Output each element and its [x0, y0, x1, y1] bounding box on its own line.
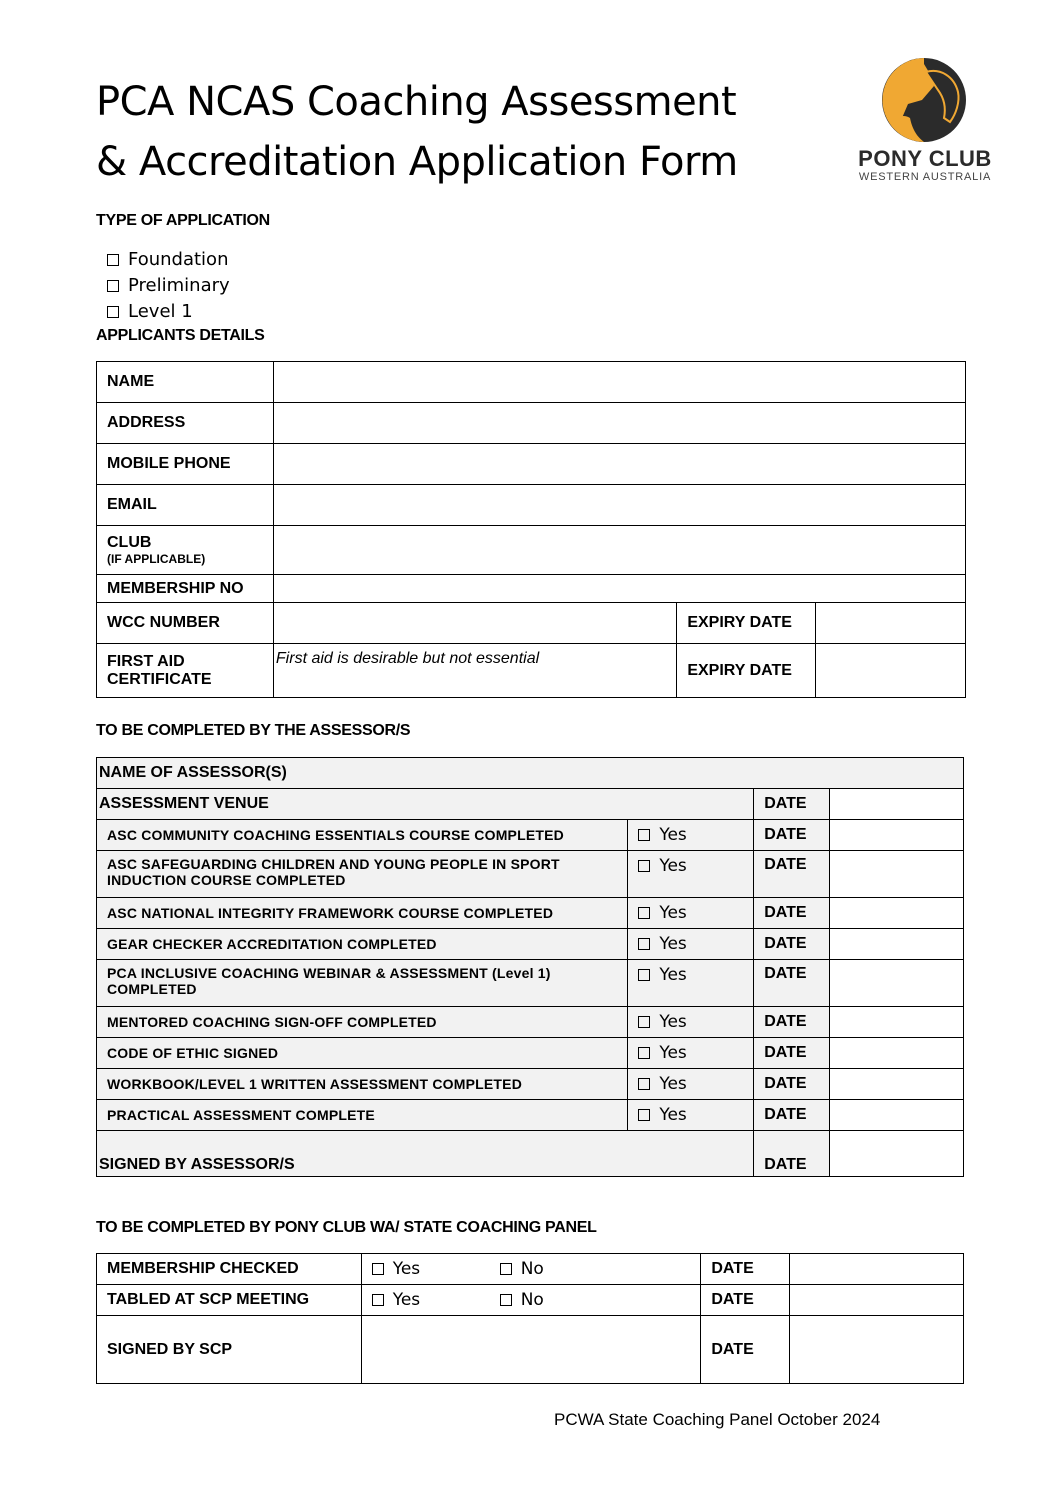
checkbox-icon[interactable] [500, 1294, 512, 1306]
wcc-label: WCC NUMBER [97, 603, 274, 644]
assessor-item-date-label: DATE [754, 929, 830, 960]
assessor-item-label [97, 851, 628, 898]
first-aid-label-2: CERTIFICATE [107, 670, 212, 688]
option-label: Level 1 [128, 301, 193, 322]
assessor-heading: TO BE COMPLETED BY THE ASSESSOR/S [96, 722, 411, 739]
tabled-date-field[interactable] [790, 1285, 964, 1316]
yes-label: Yes [659, 903, 687, 923]
assessor-item-row [97, 851, 964, 898]
first-aid-expiry-field[interactable] [816, 644, 966, 698]
assessor-item-date-field[interactable] [830, 898, 964, 929]
assessor-item-date-field[interactable] [830, 1100, 964, 1131]
yes-label: Yes [659, 1043, 687, 1063]
panel-heading: TO BE COMPLETED BY PONY CLUB WA/ STATE COACHING PANEL [96, 1219, 597, 1236]
assessor-item-row [97, 820, 964, 851]
assessor-item-yes-option[interactable] [628, 1038, 754, 1069]
assessor-item-yes-option[interactable] [628, 820, 754, 851]
checkbox-icon[interactable] [638, 907, 650, 919]
checkbox-icon[interactable] [638, 1109, 650, 1121]
yes-label: Yes [392, 1259, 421, 1279]
first-aid-field[interactable] [273, 644, 676, 698]
assessor-item-row [97, 1038, 964, 1069]
pony-club-logo [850, 58, 1000, 188]
club-sublabel: (IF APPLICABLE) [107, 552, 206, 566]
assessor-item-date-label: DATE [754, 851, 830, 898]
wcc-expiry-field[interactable] [816, 603, 966, 644]
checkbox-icon[interactable] [107, 280, 119, 292]
level-1-option[interactable] [107, 301, 193, 322]
checkbox-icon[interactable] [372, 1294, 384, 1306]
assessor-item-yes-option[interactable] [628, 898, 754, 929]
foundation-option[interactable] [107, 249, 228, 270]
assessor-item-date-label: DATE [754, 960, 830, 1007]
checkbox-icon[interactable] [372, 1263, 384, 1275]
assessor-item-line: CODE OF ETHIC SIGNED [107, 1045, 279, 1061]
assessor-item-label [97, 1069, 628, 1100]
wcc-expiry-label: EXPIRY DATE [677, 603, 816, 644]
page-title-line-1: PCA NCAS Coaching Assessment [96, 79, 737, 125]
scp-signature-field[interactable] [361, 1316, 701, 1384]
assessor-item-date-label: DATE [754, 1007, 830, 1038]
assessor-item-date-label: DATE [754, 898, 830, 929]
footer-text: PCWA State Coaching Panel October 2024 [554, 1410, 881, 1429]
venue-date-field[interactable] [830, 789, 964, 820]
assessor-item-row [97, 960, 964, 1007]
assessor-item-label [97, 929, 628, 960]
preliminary-option[interactable] [107, 275, 230, 296]
checkbox-icon[interactable] [107, 254, 119, 266]
assessor-item-line: WORKBOOK/LEVEL 1 WRITTEN ASSESSMENT COMPLETED [107, 1076, 523, 1092]
yes-label: Yes [659, 934, 687, 954]
assessor-item-yes-option[interactable] [628, 1007, 754, 1038]
yes-label: Yes [659, 965, 687, 985]
yes-label: Yes [659, 1105, 687, 1125]
club-field[interactable] [273, 526, 965, 575]
tabled-date-label: DATE [701, 1285, 790, 1316]
assessor-item-date-label: DATE [754, 1100, 830, 1131]
checkbox-icon[interactable] [638, 1047, 650, 1059]
venue-date-label: DATE [754, 789, 830, 820]
page-title-line-2: & Accreditation Application Form [96, 139, 738, 185]
first-aid-expiry-label: EXPIRY DATE [677, 644, 816, 698]
membership-checked-label: MEMBERSHIP CHECKED [97, 1254, 362, 1285]
logo-text: PONY CLUB [858, 146, 992, 171]
assessor-item-date-label: DATE [754, 820, 830, 851]
checkbox-icon[interactable] [638, 969, 650, 981]
assessor-item-yes-option[interactable] [628, 929, 754, 960]
assessor-item-row [97, 1007, 964, 1038]
email-label: EMAIL [97, 485, 274, 526]
assessor-item-label [97, 1100, 628, 1131]
checkbox-icon[interactable] [500, 1263, 512, 1275]
first-aid-note: First aid is desirable but not essential [275, 650, 540, 667]
address-label: ADDRESS [97, 403, 274, 444]
club-label: CLUB [107, 534, 152, 551]
tabled-no-option[interactable] [500, 1290, 544, 1310]
yes-label: Yes [392, 1290, 421, 1310]
first-aid-label-cell [97, 644, 274, 698]
assessor-signed-date-field[interactable] [830, 1131, 964, 1177]
assessor-item-date-field[interactable] [830, 1069, 964, 1100]
assessor-signed-label: SIGNED BY ASSESSOR/S [97, 1131, 754, 1177]
assessor-item-line: GEAR CHECKER ACCREDITATION COMPLETED [107, 936, 437, 952]
membership-checked-options [361, 1254, 701, 1285]
application-type-heading: TYPE OF APPLICATION [96, 212, 270, 229]
membership-date-label: DATE [701, 1254, 790, 1285]
wcc-field[interactable] [273, 603, 676, 644]
checkbox-icon[interactable] [638, 938, 650, 950]
membership-field[interactable] [273, 575, 965, 603]
checkbox-icon[interactable] [638, 1016, 650, 1028]
assessor-item-yes-option[interactable] [628, 1069, 754, 1100]
assessor-item-label [97, 898, 628, 929]
assessor-item-row [97, 898, 964, 929]
assessor-item-yes-option[interactable] [628, 851, 754, 898]
membership-date-field[interactable] [790, 1254, 964, 1285]
assessor-item-label [97, 820, 628, 851]
assessor-table [96, 757, 964, 1177]
assessor-item-line: PRACTICAL ASSESSMENT COMPLETE [107, 1107, 375, 1123]
address-field[interactable] [273, 403, 965, 444]
mobile-phone-field[interactable] [273, 444, 965, 485]
membership-label: MEMBERSHIP NO [97, 575, 274, 603]
email-field[interactable] [273, 485, 965, 526]
membership-yes-option[interactable] [372, 1259, 500, 1279]
tabled-yes-option[interactable] [372, 1290, 500, 1310]
assessor-item-date-label: DATE [754, 1069, 830, 1100]
first-aid-label-1: FIRST AID [107, 652, 185, 670]
assessor-item-label [97, 960, 628, 1007]
panel-table [96, 1253, 964, 1384]
checkbox-icon[interactable] [638, 860, 650, 872]
assessor-item-date-field[interactable] [830, 820, 964, 851]
assessor-signed-date-label: DATE [754, 1131, 830, 1177]
assessor-item-label [97, 1007, 628, 1038]
name-label: NAME [97, 362, 274, 403]
membership-no-option[interactable] [500, 1259, 544, 1279]
assessor-item-row [97, 929, 964, 960]
scp-date-field[interactable] [790, 1316, 964, 1384]
yes-label: Yes [659, 856, 687, 876]
tabled-label: TABLED AT SCP MEETING [97, 1285, 362, 1316]
assessor-item-yes-option[interactable] [628, 1100, 754, 1131]
yes-label: Yes [659, 1012, 687, 1032]
assessor-name-label: NAME OF ASSESSOR(S) [97, 758, 964, 789]
assessor-item-date-field[interactable] [830, 960, 964, 1007]
scp-date-label: DATE [701, 1316, 790, 1384]
assessor-item-label [97, 1038, 628, 1069]
no-label: No [520, 1290, 544, 1310]
yes-label: Yes [659, 1074, 687, 1094]
assessor-item-date-field[interactable] [830, 1007, 964, 1038]
checkbox-icon[interactable] [638, 829, 650, 841]
venue-label: ASSESSMENT VENUE [97, 789, 754, 820]
assessor-item-date-label: DATE [754, 1038, 830, 1069]
yes-label: Yes [659, 825, 687, 845]
checkbox-icon[interactable] [638, 1078, 650, 1090]
tabled-options [361, 1285, 701, 1316]
name-field[interactable] [273, 362, 965, 403]
assessor-item-row [97, 1100, 964, 1131]
applicant-details-heading: APPLICANTS DETAILS [96, 327, 265, 344]
assessor-item-date-field[interactable] [830, 851, 964, 898]
assessor-item-row [97, 1069, 964, 1100]
assessor-item-line: PCA INCLUSIVE COACHING WEBINAR & ASSESSMENT (Level 1) [107, 965, 551, 981]
option-label: Foundation [128, 249, 229, 270]
assessor-item-date-field[interactable] [830, 929, 964, 960]
assessor-item-line: COMPLETED [107, 981, 197, 997]
assessor-item-line: MENTORED COACHING SIGN-OFF COMPLETED [107, 1014, 437, 1030]
logo-subtext: WESTERN AUSTRALIA [858, 171, 992, 183]
assessor-item-line: INDUCTION COURSE COMPLETED [107, 872, 346, 888]
assessor-item-line: ASC COMMUNITY COACHING ESSENTIALS COURSE COMPLETED [107, 827, 564, 843]
scp-signed-label: SIGNED BY SCP [97, 1316, 362, 1384]
checkbox-icon[interactable] [107, 306, 119, 318]
club-label-cell [97, 526, 274, 575]
mobile-phone-label: MOBILE PHONE [97, 444, 274, 485]
assessor-item-date-field[interactable] [830, 1038, 964, 1069]
assessor-item-line: ASC NATIONAL INTEGRITY FRAMEWORK COURSE COMPLETED [107, 905, 554, 921]
assessor-item-yes-option[interactable] [628, 960, 754, 1007]
applicant-details-table [96, 361, 966, 698]
option-label: Preliminary [128, 275, 230, 296]
assessor-item-line: ASC SAFEGUARDING CHILDREN AND YOUNG PEOPLE IN SPORT [107, 856, 560, 872]
no-label: No [520, 1259, 544, 1279]
